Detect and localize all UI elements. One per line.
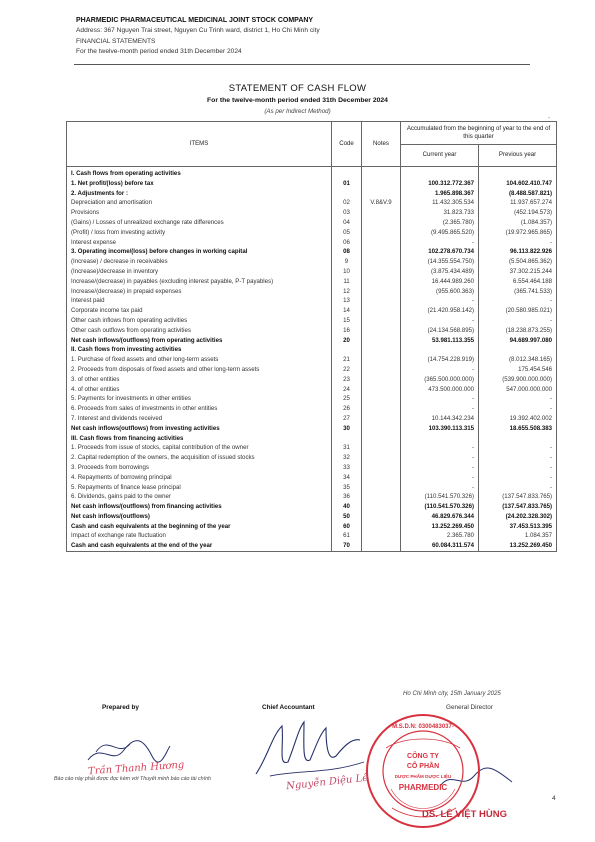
row-code: 40 bbox=[332, 502, 362, 512]
table-row bbox=[67, 257, 557, 267]
row-previous: - bbox=[479, 473, 557, 483]
row-item: 2. Capital redemption of the owners, the acquisition of issued stocks bbox=[67, 453, 332, 463]
table-row bbox=[67, 394, 557, 404]
row-current bbox=[401, 167, 479, 179]
row-item: Net cash inflows/(outflows) from operating activities bbox=[67, 336, 332, 346]
row-item: 1. Net profit/(loss) before tax bbox=[67, 179, 332, 189]
row-notes bbox=[362, 179, 401, 189]
row-code: 11 bbox=[332, 277, 362, 287]
row-item: 3. of other entities bbox=[67, 375, 332, 385]
row-code: 9 bbox=[332, 257, 362, 267]
current-year-header: Current year bbox=[401, 144, 479, 167]
row-item: Net cash inflows/(outflows) from financing activities bbox=[67, 502, 332, 512]
row-notes bbox=[362, 385, 401, 395]
row-previous: 104.602.410.747 bbox=[479, 179, 557, 189]
row-notes bbox=[362, 404, 401, 414]
row-code: 22 bbox=[332, 365, 362, 375]
row-previous: - bbox=[479, 404, 557, 414]
table-row bbox=[67, 355, 557, 365]
row-previous: (1.084.357) bbox=[479, 218, 557, 228]
row-code bbox=[332, 189, 362, 199]
row-code: 15 bbox=[332, 316, 362, 326]
row-code: 14 bbox=[332, 306, 362, 316]
row-code: 21 bbox=[332, 355, 362, 365]
row-item: 4. of other entities bbox=[67, 385, 332, 395]
table-row bbox=[67, 296, 557, 306]
row-current: 31.823.733 bbox=[401, 208, 479, 218]
row-item: 2. Adjustments for : bbox=[67, 189, 332, 199]
table-row bbox=[67, 208, 557, 218]
table-row bbox=[67, 375, 557, 385]
table-row bbox=[67, 434, 557, 444]
general-director-name: DS. LÊ VIỆT HÙNG bbox=[422, 809, 507, 820]
row-current: - bbox=[401, 296, 479, 306]
notes-header: Notes bbox=[362, 122, 401, 167]
row-notes: V.8&V.9 bbox=[362, 198, 401, 208]
row-item: Corporate income tax paid bbox=[67, 306, 332, 316]
table-row bbox=[67, 306, 557, 316]
table-row bbox=[67, 218, 557, 228]
row-notes bbox=[362, 336, 401, 346]
row-previous: (8.488.587.821) bbox=[479, 189, 557, 199]
row-current: (110.541.570.326) bbox=[401, 492, 479, 502]
table-row bbox=[67, 473, 557, 483]
cash-flow-table bbox=[66, 121, 557, 552]
row-current: 2.365.780 bbox=[401, 531, 479, 541]
row-current: 10.144.342.234 bbox=[401, 414, 479, 424]
row-notes bbox=[362, 375, 401, 385]
row-previous: 11.937.657.274 bbox=[479, 198, 557, 208]
row-notes bbox=[362, 512, 401, 522]
row-current: - bbox=[401, 443, 479, 453]
row-item: Increase/(decrease) in prepaid expenses bbox=[67, 287, 332, 297]
row-notes bbox=[362, 473, 401, 483]
row-current: 46.829.676.344 bbox=[401, 512, 479, 522]
row-previous: (5.504.865.362) bbox=[479, 257, 557, 267]
row-notes bbox=[362, 326, 401, 336]
row-current: - bbox=[401, 473, 479, 483]
row-previous: 6.554.464.188 bbox=[479, 277, 557, 287]
row-notes bbox=[362, 247, 401, 257]
row-item: 1. Proceeds from issue of stocks, capital contribution of the owner bbox=[67, 443, 332, 453]
row-code: 26 bbox=[332, 404, 362, 414]
svg-text:CÔNG TY: CÔNG TY bbox=[407, 753, 439, 760]
period-label: For the twelve-month period ended 31th December 2024 bbox=[76, 48, 242, 56]
row-notes bbox=[362, 228, 401, 238]
row-item: 4. Repayments of borrowing principal bbox=[67, 473, 332, 483]
table-row bbox=[67, 179, 557, 189]
row-previous: 13.252.269.450 bbox=[479, 541, 557, 551]
row-notes bbox=[362, 238, 401, 248]
row-item: (Increase)/decrease in inventory bbox=[67, 267, 332, 277]
code-header: Code bbox=[332, 122, 362, 167]
table-row bbox=[67, 414, 557, 424]
svg-text:DƯỢC PHẨM DƯỢC LIỆU: DƯỢC PHẨM DƯỢC LIỆU bbox=[394, 774, 452, 779]
row-current: (24.134.568.895) bbox=[401, 326, 479, 336]
row-notes bbox=[362, 502, 401, 512]
row-current: - bbox=[401, 463, 479, 473]
row-notes bbox=[362, 189, 401, 199]
row-notes bbox=[362, 208, 401, 218]
row-current: - bbox=[401, 316, 479, 326]
row-code: 10 bbox=[332, 267, 362, 277]
row-current: 100.312.772.367 bbox=[401, 179, 479, 189]
row-previous: (18.238.873.255) bbox=[479, 326, 557, 336]
row-item: I. Cash flows from operating activities bbox=[67, 167, 332, 179]
table-row bbox=[67, 404, 557, 414]
row-previous: (20.580.985.021) bbox=[479, 306, 557, 316]
row-current: - bbox=[401, 238, 479, 248]
row-code: 03 bbox=[332, 208, 362, 218]
table-row bbox=[67, 502, 557, 512]
row-code: 13 bbox=[332, 296, 362, 306]
row-previous: (24.202.328.302) bbox=[479, 512, 557, 522]
row-notes bbox=[362, 316, 401, 326]
table-row bbox=[67, 463, 557, 473]
table-row bbox=[67, 385, 557, 395]
row-notes bbox=[362, 267, 401, 277]
table-row bbox=[67, 512, 557, 522]
row-code: 70 bbox=[332, 541, 362, 551]
row-notes bbox=[362, 424, 401, 434]
row-previous: - bbox=[479, 453, 557, 463]
row-current: (21.420.958.142) bbox=[401, 306, 479, 316]
row-notes bbox=[362, 218, 401, 228]
row-notes bbox=[362, 365, 401, 375]
accumulated-header: Accumulated from the beginning of year to the end of this quarter bbox=[401, 122, 557, 145]
table-row bbox=[67, 326, 557, 336]
previous-year-header: Previous year bbox=[479, 144, 557, 167]
preparer-name: Trần Thanh Hương bbox=[87, 759, 185, 778]
row-item: 3. Proceeds from borrowings bbox=[67, 463, 332, 473]
row-item: 5. Repayments of finance lease principal bbox=[67, 483, 332, 493]
table-row bbox=[67, 167, 557, 179]
statement-title: STATEMENT OF CASH FLOW bbox=[228, 83, 367, 94]
table-row bbox=[67, 443, 557, 453]
table-row bbox=[67, 316, 557, 326]
row-code: 25 bbox=[332, 394, 362, 404]
row-notes bbox=[362, 257, 401, 267]
row-previous: 1.084.357 bbox=[479, 531, 557, 541]
row-current: - bbox=[401, 453, 479, 463]
company-name: PHARMEDIC PHARMACEUTICAL MEDICINAL JOINT STOCK COMPANY bbox=[76, 17, 314, 24]
row-code: 61 bbox=[332, 531, 362, 541]
row-notes bbox=[362, 167, 401, 179]
row-previous: (8.012.348.165) bbox=[479, 355, 557, 365]
row-item: Depreciation and amortisation bbox=[67, 198, 332, 208]
row-code: 30 bbox=[332, 424, 362, 434]
row-code: 04 bbox=[332, 218, 362, 228]
row-previous: 547.000.000.000 bbox=[479, 385, 557, 395]
row-previous: - bbox=[479, 296, 557, 306]
table-row bbox=[67, 522, 557, 532]
table-row bbox=[67, 238, 557, 248]
row-notes bbox=[362, 443, 401, 453]
row-item: (Gains) / Losses of unrealized exchange rate differences bbox=[67, 218, 332, 228]
row-current bbox=[401, 345, 479, 355]
row-code: 60 bbox=[332, 522, 362, 532]
row-previous: (137.547.833.765) bbox=[479, 502, 557, 512]
section-label: FINANCIAL STATEMENTS bbox=[76, 37, 156, 45]
row-code: 32 bbox=[332, 453, 362, 463]
row-previous: - bbox=[479, 443, 557, 453]
chief-accountant-label: Chief Accountant bbox=[262, 704, 315, 711]
row-notes bbox=[362, 453, 401, 463]
row-current: (955.600.363) bbox=[401, 287, 479, 297]
row-previous: (137.547.833.765) bbox=[479, 492, 557, 502]
row-previous: - bbox=[479, 483, 557, 493]
row-current: 13.252.269.450 bbox=[401, 522, 479, 532]
prepared-by-label: Prepared by bbox=[102, 704, 139, 711]
row-code: 31 bbox=[332, 443, 362, 453]
table-row bbox=[67, 189, 557, 199]
row-current: 11.432.305.534 bbox=[401, 198, 479, 208]
row-current: (110.541.570.326) bbox=[401, 502, 479, 512]
row-notes bbox=[362, 296, 401, 306]
row-notes bbox=[362, 394, 401, 404]
row-code bbox=[332, 434, 362, 444]
row-notes bbox=[362, 463, 401, 473]
row-code bbox=[332, 167, 362, 179]
row-code: 12 bbox=[332, 287, 362, 297]
items-header: ITEMS bbox=[67, 122, 332, 167]
general-director-label: General Director bbox=[446, 704, 493, 711]
row-item: 1. Purchase of fixed assets and other long-term assets bbox=[67, 355, 332, 365]
row-previous: - bbox=[479, 316, 557, 326]
row-item: (Profit) / loss from investing activity bbox=[67, 228, 332, 238]
row-previous: - bbox=[479, 238, 557, 248]
row-previous: 18.655.508.383 bbox=[479, 424, 557, 434]
table-row bbox=[67, 198, 557, 208]
row-current: (9.495.865.520) bbox=[401, 228, 479, 238]
row-code: 33 bbox=[332, 463, 362, 473]
row-item: Interest paid bbox=[67, 296, 332, 306]
row-code: 16 bbox=[332, 326, 362, 336]
row-item: 5. Payments for investments in other entities bbox=[67, 394, 332, 404]
row-current: (2.365.780) bbox=[401, 218, 479, 228]
row-code: 02 bbox=[332, 198, 362, 208]
row-notes bbox=[362, 531, 401, 541]
row-previous: 19.392.402.002 bbox=[479, 414, 557, 424]
row-item: Net cash inflows(outflows) from investing activities bbox=[67, 424, 332, 434]
page-number: 4 bbox=[552, 795, 556, 802]
row-item: III. Cash flows from financing activities bbox=[67, 434, 332, 444]
row-previous: 175.454.546 bbox=[479, 365, 557, 375]
row-code: 36 bbox=[332, 492, 362, 502]
row-code: 50 bbox=[332, 512, 362, 522]
row-current: (14.754.228.919) bbox=[401, 355, 479, 365]
place-date: Ho Chi Minh city, 15th January 2025 bbox=[403, 690, 501, 697]
row-previous bbox=[479, 167, 557, 179]
row-notes bbox=[362, 492, 401, 502]
chief-accountant-signature bbox=[248, 716, 368, 780]
row-current: - bbox=[401, 365, 479, 375]
footnote: Báo cáo này phải được đọc kèm với Thuyết minh báo cáo tài chính bbox=[54, 776, 211, 782]
cash-flow-body bbox=[67, 167, 557, 552]
company-address: Address: 367 Nguyen Trai street, Nguyen Cu Trinh ward, district 1, Ho Chi Minh city bbox=[76, 27, 320, 35]
row-previous: (365.741.533) bbox=[479, 287, 557, 297]
row-current: (3.875.434.489) bbox=[401, 267, 479, 277]
table-row bbox=[67, 267, 557, 277]
row-notes bbox=[362, 287, 401, 297]
row-item: Net cash inflows/(outflows) bbox=[67, 512, 332, 522]
row-item: 7. Interest and dividends received bbox=[67, 414, 332, 424]
row-item: 2. Proceeds from disposals of fixed assets and other long-term assets bbox=[67, 365, 332, 375]
row-item: Other cash outflows from operating activities bbox=[67, 326, 332, 336]
row-notes bbox=[362, 483, 401, 493]
svg-text:PHARMEDIC: PHARMEDIC bbox=[398, 783, 448, 792]
row-code: 05 bbox=[332, 228, 362, 238]
row-item: Cash and cash equivalents at the beginning of the year bbox=[67, 522, 332, 532]
table-row bbox=[67, 345, 557, 355]
row-previous: - bbox=[479, 463, 557, 473]
table-row bbox=[67, 336, 557, 346]
row-previous: 94.689.997.080 bbox=[479, 336, 557, 346]
row-current: 1.965.898.367 bbox=[401, 189, 479, 199]
row-previous: (539.900.000.000) bbox=[479, 375, 557, 385]
row-previous: 96.113.822.926 bbox=[479, 247, 557, 257]
table-row bbox=[67, 424, 557, 434]
row-current: (365.500.000.000) bbox=[401, 375, 479, 385]
statement-subtitle: For the twelve-month period ended 31th December 2024 bbox=[207, 97, 388, 104]
row-item: Cash and cash equivalents at the end of the year bbox=[67, 541, 332, 551]
row-item: 6. Dividends, gains paid to the owner bbox=[67, 492, 332, 502]
row-code: 27 bbox=[332, 414, 362, 424]
row-item: 6. Proceeds from sales of investments in other entities bbox=[67, 404, 332, 414]
row-notes bbox=[362, 414, 401, 424]
table-row bbox=[67, 365, 557, 375]
row-notes bbox=[362, 306, 401, 316]
row-item: Interest expense bbox=[67, 238, 332, 248]
row-previous: (452.194.573) bbox=[479, 208, 557, 218]
row-current: 16.444.989.260 bbox=[401, 277, 479, 287]
row-notes bbox=[362, 277, 401, 287]
row-item: Increase/(decrease) in payables (excluding interest payable, P-T payables) bbox=[67, 277, 332, 287]
chief-accountant-name: Nguyễn Diệu Lê bbox=[285, 772, 369, 793]
row-current: - bbox=[401, 483, 479, 493]
row-current: 473.500.000.000 bbox=[401, 385, 479, 395]
header-divider bbox=[74, 64, 530, 65]
table-row bbox=[67, 247, 557, 257]
row-notes bbox=[362, 522, 401, 532]
table-row bbox=[67, 228, 557, 238]
table-row bbox=[67, 541, 557, 551]
row-code: 01 bbox=[332, 179, 362, 189]
table-row bbox=[67, 287, 557, 297]
method-note: (As per Indirect Method) bbox=[264, 108, 331, 115]
row-current: - bbox=[401, 394, 479, 404]
row-current: - bbox=[401, 404, 479, 414]
row-current: 53.981.113.355 bbox=[401, 336, 479, 346]
row-previous: 37.302.215.244 bbox=[479, 267, 557, 277]
table-row bbox=[67, 492, 557, 502]
table-row bbox=[67, 483, 557, 493]
row-item: 3. Operating income/(loss) before changes in working capital bbox=[67, 247, 332, 257]
row-notes bbox=[362, 541, 401, 551]
dash-mark: - bbox=[548, 115, 551, 122]
row-previous bbox=[479, 434, 557, 444]
row-item: Other cash inflows from operating activities bbox=[67, 316, 332, 326]
row-previous: 37.453.513.395 bbox=[479, 522, 557, 532]
row-current: 103.390.113.315 bbox=[401, 424, 479, 434]
row-item: Provisions bbox=[67, 208, 332, 218]
row-code: 20 bbox=[332, 336, 362, 346]
row-notes bbox=[362, 434, 401, 444]
row-current bbox=[401, 434, 479, 444]
row-code: 35 bbox=[332, 483, 362, 493]
row-previous: (19.972.965.865) bbox=[479, 228, 557, 238]
svg-text:CỔ PHẦN: CỔ PHẦN bbox=[406, 763, 440, 770]
row-previous bbox=[479, 345, 557, 355]
table-row bbox=[67, 531, 557, 541]
row-code: 06 bbox=[332, 238, 362, 248]
row-previous: - bbox=[479, 394, 557, 404]
row-item: Impact of exchange rate fluctuation bbox=[67, 531, 332, 541]
row-notes bbox=[362, 345, 401, 355]
row-item: II. Cash flows from investing activities bbox=[67, 345, 332, 355]
row-code bbox=[332, 345, 362, 355]
row-code: 24 bbox=[332, 385, 362, 395]
row-current: (14.355.554.750) bbox=[401, 257, 479, 267]
document-header bbox=[76, 16, 320, 58]
row-notes bbox=[362, 355, 401, 365]
row-item: (Increase) / decrease in receivables bbox=[67, 257, 332, 267]
svg-text:M.S.D.N: 0300483037-: M.S.D.N: 0300483037- bbox=[392, 724, 454, 730]
table-row bbox=[67, 453, 557, 463]
row-code: 08 bbox=[332, 247, 362, 257]
row-current: 102.278.670.734 bbox=[401, 247, 479, 257]
row-code: 23 bbox=[332, 375, 362, 385]
row-code: 34 bbox=[332, 473, 362, 483]
row-current: 60.084.311.574 bbox=[401, 541, 479, 551]
table-row bbox=[67, 277, 557, 287]
